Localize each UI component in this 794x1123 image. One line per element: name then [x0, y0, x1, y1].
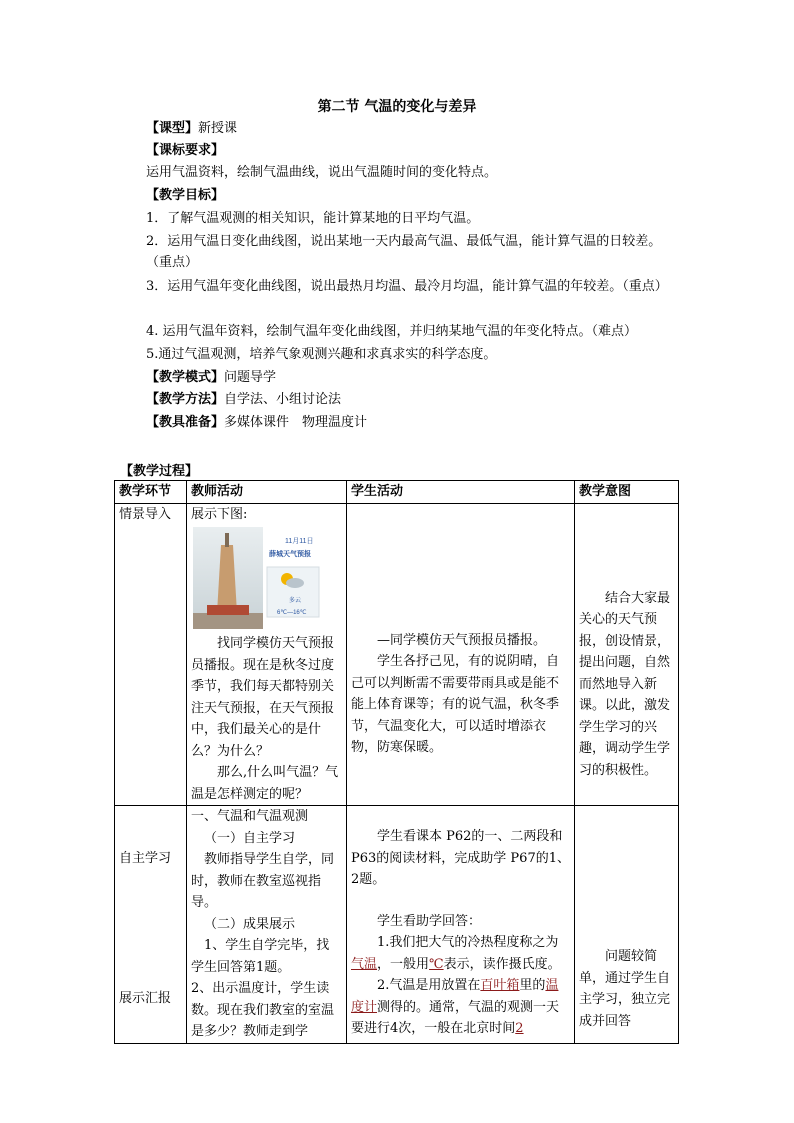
teacher-paragraph-2: 1、学生自学完毕，找学生回答第1题。 — [191, 938, 330, 975]
student-paragraph-4: 2.气温是用放置在百叶箱里的温度计测得的。通常，气温的观测一天要进行4次，一般在北京时间2 — [351, 978, 560, 1036]
student-cell — [347, 503, 575, 806]
forecast-temp: 6℃—16℃ — [277, 610, 307, 616]
intent-cell — [575, 806, 679, 1044]
table-row — [115, 806, 679, 1044]
header-teacher: 教师活动 — [187, 481, 347, 504]
teacher-heading: 一、气温和气温观测 — [191, 809, 309, 824]
teacher-paragraph-1: 教师指导学生自学，同时，教师在教室巡视指导。 — [191, 852, 335, 910]
lesson-type-line — [146, 118, 237, 139]
student-paragraph-1: —同学模仿天气预报员播报。 — [377, 632, 547, 648]
teacher-paragraph-3: 2、出示温度计，学生读数。现在我们教室的室温是多少？教师走到学 — [191, 981, 335, 1039]
lesson-process-table — [114, 480, 679, 1044]
header-student: 学生活动 — [347, 481, 575, 504]
teacher-subheading-2: （二）成果展示 — [204, 916, 296, 932]
intent-cell — [575, 503, 679, 806]
method-line: 【教学方法】自学法、小组讨论法 — [146, 392, 342, 407]
objective-item-3: 3．运用气温年变化曲线图，说出最热月均温、最冷月均温，能计算气温的年较差。（重点） — [146, 279, 668, 294]
student-paragraph-1: 学生看课本 P62的一、二两段和P63的阅读材料，完成助学 P67的1、2题。 — [351, 829, 570, 887]
objective-item-4: 4. 运用气温年资料，绘制气温年变化曲线图，并归纳某地气温的年变化特点。（难点） — [146, 324, 638, 339]
header-stage: 教学环节 — [115, 481, 187, 504]
objective-item-2: 2．运用气温日变化曲线图，说出某地一天内最高气温、最低气温，能计算气温的日较差。（重点） — [146, 234, 662, 270]
teacher-cell — [187, 806, 347, 1044]
answer-box: 百叶箱 — [480, 978, 520, 993]
mode-line: 【教学模式】问题导学 — [146, 370, 277, 385]
header-intent: 教学意图 — [575, 481, 679, 504]
lesson-type-label: 【课型】 — [146, 121, 199, 136]
standard-text: 运用气温资料，绘制气温曲线，说出气温随时间的变化特点。 — [146, 165, 498, 180]
intent-text: 问题较简单，通过学生自主学习，独立完成并回答 — [579, 949, 671, 1029]
tools-line: 【教具准备】多媒体课件 物理温度计 — [146, 415, 368, 430]
teacher-subheading-1: （一）自主学习 — [204, 830, 296, 846]
answer-time: 2 — [515, 1021, 524, 1036]
objective-item-5: 5.通过气温观测，培养气象观测兴趣和求真求实的科学态度。 — [146, 347, 497, 362]
student-paragraph-3: 1.我们把大气的冷热程度称之为气温，一般用℃表示，读作摄氏度。 — [351, 935, 561, 972]
answer-unit: ℃ — [429, 956, 444, 972]
stage-cell: 情景导入 — [115, 503, 187, 806]
lesson-type-value: 新授课 — [198, 121, 238, 136]
forecast-weather: 多云 — [289, 598, 302, 604]
table-header-row — [115, 481, 679, 504]
teacher-paragraph-2: 那么,什么叫气温？气温是怎样测定的呢？ — [191, 765, 339, 802]
stage-cell — [115, 806, 187, 1044]
answer-qiwen: 气温 — [351, 956, 378, 972]
objectives-label: 【教学目标】 — [146, 188, 225, 203]
table-row — [115, 503, 679, 806]
teacher-paragraph-1: 找同学模仿天气预报员播报。现在是秋冬过度季节，我们每天都特别关注天气预报，在天气预报中，我们最关心的是什么？为什么？ — [191, 636, 335, 759]
teacher-intro: 展示下图: — [191, 506, 248, 522]
stage-report: 展示汇报 — [119, 990, 172, 1006]
page-title: 第二节 气温的变化与差异 — [317, 99, 477, 115]
student-cell — [347, 806, 575, 1044]
forecast-caption: 薛城天气预报 — [269, 551, 311, 558]
student-paragraph-2: 学生看助学回答： — [377, 913, 482, 929]
teacher-cell — [187, 503, 347, 806]
process-label: 【教学过程】 — [120, 464, 199, 479]
answer-thermometer: 温度计 — [351, 978, 559, 1015]
stage-self-study: 自主学习 — [119, 851, 172, 866]
standard-label: 【课标要求】 — [146, 143, 225, 158]
forecast-date: 11月11日 — [285, 538, 314, 545]
weather-forecast-image — [193, 527, 329, 629]
objective-item-1: 1．了解气温观测的相关知识，能计算某地的日平均气温。 — [146, 211, 480, 226]
intent-text: 结合大家最关心的天气预报，创设情景，提出问题，自然而然地导入新课。以此，激发学生学习的兴趣，调动学生学习的积极性。 — [579, 590, 671, 778]
student-paragraph-2: 学生各抒己见，有的说阴晴，自己可以判断需不需要带雨具或是能不能上体育课等；有的说气温，秋冬季节，气温变化大，可以适时增添衣物，防寒保暖。 — [351, 654, 560, 756]
